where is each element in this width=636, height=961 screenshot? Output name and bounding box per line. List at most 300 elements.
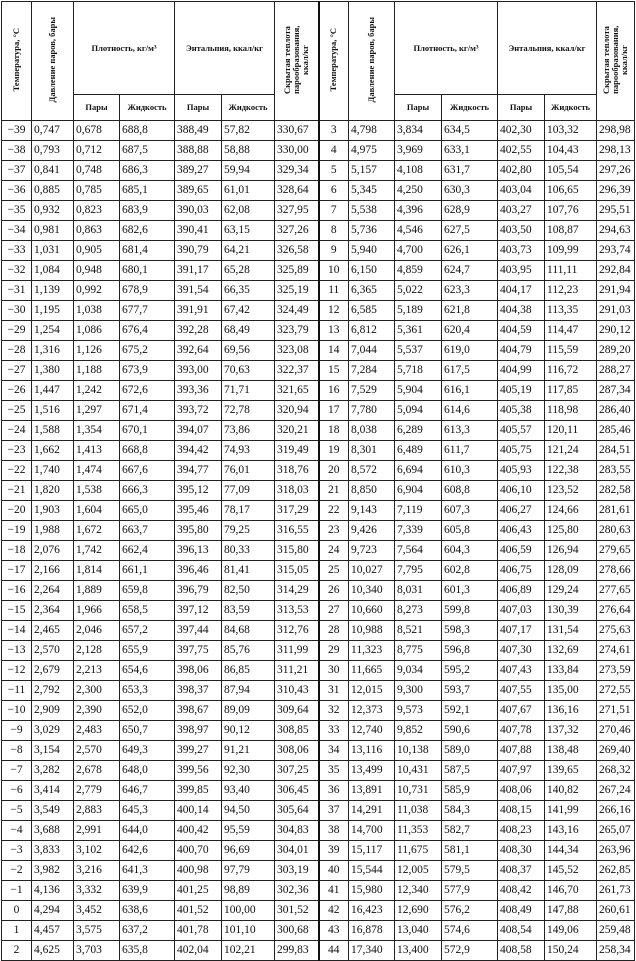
cell-enthalpy-liquid: 58,88 — [222, 141, 275, 161]
cell-temperature: 1 — [2, 921, 32, 941]
cell-density-liquid: 646,7 — [120, 781, 175, 801]
cell-density-vapor: 12,690 — [395, 901, 442, 921]
cell-enthalpy-liquid: 108,87 — [545, 221, 597, 241]
cell-enthalpy-liquid: 104,43 — [545, 141, 597, 161]
cell-density-vapor: 11,038 — [395, 801, 442, 821]
cell-density-liquid: 590,6 — [442, 721, 498, 741]
cell-latent-heat: 258,34 — [597, 941, 635, 961]
cell-latent-heat: 262,85 — [597, 861, 635, 881]
cell-latent-heat: 317,29 — [275, 501, 319, 521]
table-row — [2, 321, 635, 341]
cell-temperature: −23 — [2, 441, 32, 461]
cell-pressure: 16,423 — [349, 901, 395, 921]
cell-temperature: −18 — [2, 541, 32, 561]
cell-enthalpy-vapor: 399,85 — [175, 781, 222, 801]
cell-pressure: 2,792 — [32, 681, 74, 701]
header-temperature: Температура, °С — [2, 2, 32, 121]
cell-density-vapor: 5,022 — [395, 281, 442, 301]
cell-enthalpy-liquid: 139,65 — [545, 761, 597, 781]
cell-density-liquid: 589,0 — [442, 741, 498, 761]
cell-pressure: 7,044 — [349, 341, 395, 361]
cell-density-vapor: 1,188 — [74, 361, 120, 381]
cell-latent-heat: 330,00 — [275, 141, 319, 161]
cell-latent-heat: 274,61 — [597, 641, 635, 661]
cell-density-liquid: 676,4 — [120, 321, 175, 341]
cell-enthalpy-vapor: 390,41 — [175, 221, 222, 241]
cell-enthalpy-liquid: 79,25 — [222, 521, 275, 541]
cell-density-vapor: 0,678 — [74, 121, 120, 141]
cell-enthalpy-liquid: 100,00 — [222, 901, 275, 921]
header-density: Плотность, кг/м³ — [74, 2, 175, 95]
cell-pressure: 11,665 — [349, 661, 395, 681]
cell-enthalpy-vapor: 399,27 — [175, 741, 222, 761]
cell-pressure: 10,988 — [349, 621, 395, 641]
cell-enthalpy-liquid: 125,80 — [545, 521, 597, 541]
cell-density-liquid: 649,3 — [120, 741, 175, 761]
cell-temperature: 38 — [319, 821, 349, 841]
cell-enthalpy-vapor: 406,43 — [498, 521, 545, 541]
cell-density-liquid: 616,1 — [442, 381, 498, 401]
cell-latent-heat: 313,53 — [275, 601, 319, 621]
table-row — [2, 841, 635, 861]
table-row — [2, 421, 635, 441]
cell-density-vapor: 6,694 — [395, 461, 442, 481]
cell-enthalpy-liquid: 120,11 — [545, 421, 597, 441]
table-row — [2, 121, 635, 141]
cell-temperature: 14 — [319, 341, 349, 361]
cell-enthalpy-vapor: 396,46 — [175, 561, 222, 581]
cell-pressure: 6,585 — [349, 301, 395, 321]
table-row — [2, 821, 635, 841]
cell-temperature: −25 — [2, 401, 32, 421]
cell-enthalpy-liquid: 133,84 — [545, 661, 597, 681]
cell-pressure: 1,254 — [32, 321, 74, 341]
cell-enthalpy-liquid: 121,24 — [545, 441, 597, 461]
cell-temperature: −30 — [2, 301, 32, 321]
cell-density-liquid: 582,7 — [442, 821, 498, 841]
cell-density-vapor: 2,991 — [74, 821, 120, 841]
cell-enthalpy-liquid: 117,85 — [545, 381, 597, 401]
cell-enthalpy-liquid: 74,93 — [222, 441, 275, 461]
cell-enthalpy-vapor: 408,42 — [498, 881, 545, 901]
cell-temperature: 13 — [319, 321, 349, 341]
cell-enthalpy-liquid: 115,59 — [545, 341, 597, 361]
cell-pressure: 15,544 — [349, 861, 395, 881]
cell-temperature: 34 — [319, 741, 349, 761]
cell-pressure: 1,139 — [32, 281, 74, 301]
cell-pressure: 2,166 — [32, 561, 74, 581]
cell-pressure: 1,380 — [32, 361, 74, 381]
cell-density-vapor: 7,795 — [395, 561, 442, 581]
cell-enthalpy-vapor: 408,58 — [498, 941, 545, 961]
cell-density-liquid: 668,8 — [120, 441, 175, 461]
table-row — [2, 801, 635, 821]
cell-pressure: 2,076 — [32, 541, 74, 561]
cell-density-liquid: 593,7 — [442, 681, 498, 701]
cell-latent-heat: 295,51 — [597, 201, 635, 221]
cell-enthalpy-vapor: 395,12 — [175, 481, 222, 501]
cell-temperature: −2 — [2, 861, 32, 881]
cell-density-vapor: 4,396 — [395, 201, 442, 221]
cell-enthalpy-liquid: 128,09 — [545, 561, 597, 581]
cell-pressure: 10,027 — [349, 561, 395, 581]
cell-temperature: 4 — [319, 141, 349, 161]
cell-enthalpy-vapor: 408,15 — [498, 801, 545, 821]
cell-temperature: 17 — [319, 401, 349, 421]
cell-enthalpy-vapor: 400,14 — [175, 801, 222, 821]
table-row — [2, 521, 635, 541]
cell-enthalpy-vapor: 399,56 — [175, 761, 222, 781]
cell-latent-heat: 324,49 — [275, 301, 319, 321]
cell-enthalpy-vapor: 391,91 — [175, 301, 222, 321]
cell-density-liquid: 587,5 — [442, 761, 498, 781]
cell-density-vapor: 1,242 — [74, 381, 120, 401]
cell-density-vapor: 1,966 — [74, 601, 120, 621]
cell-enthalpy-vapor: 398,97 — [175, 721, 222, 741]
cell-enthalpy-liquid: 102,21 — [222, 941, 275, 961]
cell-pressure: 9,723 — [349, 541, 395, 561]
cell-enthalpy-vapor: 407,43 — [498, 661, 545, 681]
cell-density-liquid: 596,8 — [442, 641, 498, 661]
cell-latent-heat: 268,32 — [597, 761, 635, 781]
cell-temperature: −8 — [2, 741, 32, 761]
cell-density-vapor: 2,779 — [74, 781, 120, 801]
table-row — [2, 741, 635, 761]
cell-density-liquid: 613,3 — [442, 421, 498, 441]
cell-density-liquid: 682,6 — [120, 221, 175, 241]
cell-latent-heat: 267,24 — [597, 781, 635, 801]
cell-density-liquid: 648,0 — [120, 761, 175, 781]
cell-temperature: −28 — [2, 341, 32, 361]
cell-density-vapor: 7,564 — [395, 541, 442, 561]
subheader-enthalpy-liquid: Жидкость — [545, 95, 597, 121]
cell-temperature: −26 — [2, 381, 32, 401]
cell-density-liquid: 638,6 — [120, 901, 175, 921]
cell-temperature: −11 — [2, 681, 32, 701]
cell-pressure: 8,038 — [349, 421, 395, 441]
cell-enthalpy-vapor: 402,55 — [498, 141, 545, 161]
cell-density-vapor: 4,108 — [395, 161, 442, 181]
cell-pressure: 0,841 — [32, 161, 74, 181]
table-row — [2, 761, 635, 781]
cell-temperature: −9 — [2, 721, 32, 741]
table-row — [2, 221, 635, 241]
cell-enthalpy-vapor: 407,78 — [498, 721, 545, 741]
table-row — [2, 441, 635, 461]
cell-density-liquid: 635,8 — [120, 941, 175, 961]
cell-density-liquid: 658,5 — [120, 601, 175, 621]
cell-enthalpy-liquid: 138,48 — [545, 741, 597, 761]
cell-enthalpy-vapor: 404,59 — [498, 321, 545, 341]
cell-latent-heat: 323,08 — [275, 341, 319, 361]
cell-density-liquid: 662,4 — [120, 541, 175, 561]
cell-latent-heat: 312,76 — [275, 621, 319, 641]
cell-density-vapor: 9,852 — [395, 721, 442, 741]
cell-enthalpy-vapor: 402,80 — [498, 161, 545, 181]
cell-pressure: 6,365 — [349, 281, 395, 301]
cell-temperature: −12 — [2, 661, 32, 681]
cell-temperature: −36 — [2, 181, 32, 201]
cell-density-vapor: 6,904 — [395, 481, 442, 501]
cell-enthalpy-vapor: 403,04 — [498, 181, 545, 201]
cell-temperature: 28 — [319, 621, 349, 641]
cell-enthalpy-liquid: 106,65 — [545, 181, 597, 201]
cell-density-vapor: 8,031 — [395, 581, 442, 601]
cell-density-liquid: 605,8 — [442, 521, 498, 541]
cell-enthalpy-liquid: 144,34 — [545, 841, 597, 861]
cell-density-liquid: 620,4 — [442, 321, 498, 341]
cell-density-vapor: 4,859 — [395, 261, 442, 281]
cell-density-vapor: 3,703 — [74, 941, 120, 961]
cell-density-liquid: 683,9 — [120, 201, 175, 221]
cell-latent-heat: 325,19 — [275, 281, 319, 301]
cell-latent-heat: 297,26 — [597, 161, 635, 181]
cell-enthalpy-liquid: 90,12 — [222, 721, 275, 741]
cell-latent-heat: 306,45 — [275, 781, 319, 801]
cell-temperature: 0 — [2, 901, 32, 921]
cell-temperature: −29 — [2, 321, 32, 341]
cell-temperature: 24 — [319, 541, 349, 561]
cell-pressure: 7,529 — [349, 381, 395, 401]
cell-enthalpy-liquid: 141,99 — [545, 801, 597, 821]
cell-enthalpy-vapor: 405,38 — [498, 401, 545, 421]
cell-pressure: 1,988 — [32, 521, 74, 541]
cell-density-vapor: 2,128 — [74, 641, 120, 661]
cell-density-vapor: 1,413 — [74, 441, 120, 461]
cell-temperature: 29 — [319, 641, 349, 661]
table-row — [2, 901, 635, 921]
cell-temperature: 16 — [319, 381, 349, 401]
cell-density-liquid: 650,7 — [120, 721, 175, 741]
cell-temperature: −19 — [2, 521, 32, 541]
cell-latent-heat: 315,05 — [275, 561, 319, 581]
cell-temperature: −6 — [2, 781, 32, 801]
cell-density-vapor: 8,775 — [395, 641, 442, 661]
cell-enthalpy-vapor: 388,49 — [175, 121, 222, 141]
cell-enthalpy-vapor: 400,42 — [175, 821, 222, 841]
cell-density-vapor: 0,785 — [74, 181, 120, 201]
table-row — [2, 701, 635, 721]
cell-enthalpy-vapor: 408,30 — [498, 841, 545, 861]
cell-density-vapor: 13,040 — [395, 921, 442, 941]
cell-density-vapor: 6,289 — [395, 421, 442, 441]
cell-density-vapor: 2,213 — [74, 661, 120, 681]
cell-temperature: 5 — [319, 161, 349, 181]
cell-latent-heat: 314,29 — [275, 581, 319, 601]
table-row — [2, 881, 635, 901]
cell-enthalpy-liquid: 111,11 — [545, 261, 597, 281]
cell-enthalpy-liquid: 146,70 — [545, 881, 597, 901]
cell-pressure: 10,340 — [349, 581, 395, 601]
cell-density-liquid: 592,1 — [442, 701, 498, 721]
cell-pressure: 3,982 — [32, 861, 74, 881]
header-enthalpy: Энтальпия, ккал/кг — [175, 2, 275, 95]
cell-pressure: 0,747 — [32, 121, 74, 141]
cell-latent-heat: 294,63 — [597, 221, 635, 241]
cell-enthalpy-vapor: 408,49 — [498, 901, 545, 921]
cell-temperature: 20 — [319, 461, 349, 481]
cell-density-liquid: 673,9 — [120, 361, 175, 381]
cell-latent-heat: 286,40 — [597, 401, 635, 421]
cell-temperature: −1 — [2, 881, 32, 901]
cell-density-vapor: 1,672 — [74, 521, 120, 541]
cell-enthalpy-vapor: 401,25 — [175, 881, 222, 901]
cell-latent-heat: 283,55 — [597, 461, 635, 481]
cell-enthalpy-liquid: 123,52 — [545, 481, 597, 501]
cell-density-liquid: 663,7 — [120, 521, 175, 541]
cell-pressure: 4,457 — [32, 921, 74, 941]
cell-density-liquid: 601,3 — [442, 581, 498, 601]
cell-density-vapor: 2,046 — [74, 621, 120, 641]
cell-enthalpy-vapor: 406,27 — [498, 501, 545, 521]
cell-temperature: −37 — [2, 161, 32, 181]
cell-temperature: 41 — [319, 881, 349, 901]
cell-latent-heat: 287,34 — [597, 381, 635, 401]
cell-density-liquid: 579,5 — [442, 861, 498, 881]
subheader-density-liquid: Жидкость — [120, 95, 175, 121]
cell-temperature: 23 — [319, 521, 349, 541]
cell-enthalpy-vapor: 400,70 — [175, 841, 222, 861]
cell-latent-heat: 290,12 — [597, 321, 635, 341]
cell-density-vapor: 0,823 — [74, 201, 120, 221]
cell-enthalpy-liquid: 93,40 — [222, 781, 275, 801]
cell-density-liquid: 585,9 — [442, 781, 498, 801]
cell-pressure: 0,885 — [32, 181, 74, 201]
cell-enthalpy-liquid: 61,01 — [222, 181, 275, 201]
cell-density-liquid: 644,0 — [120, 821, 175, 841]
cell-pressure: 3,282 — [32, 761, 74, 781]
cell-density-liquid: 631,7 — [442, 161, 498, 181]
table-row — [2, 301, 635, 321]
cell-temperature: 27 — [319, 601, 349, 621]
cell-pressure: 10,660 — [349, 601, 395, 621]
cell-enthalpy-liquid: 87,94 — [222, 681, 275, 701]
cell-enthalpy-vapor: 394,07 — [175, 421, 222, 441]
cell-enthalpy-liquid: 63,15 — [222, 221, 275, 241]
cell-enthalpy-liquid: 129,24 — [545, 581, 597, 601]
cell-enthalpy-liquid: 126,94 — [545, 541, 597, 561]
cell-enthalpy-vapor: 389,27 — [175, 161, 222, 181]
cell-pressure: 2,909 — [32, 701, 74, 721]
cell-enthalpy-liquid: 131,54 — [545, 621, 597, 641]
cell-density-liquid: 665,0 — [120, 501, 175, 521]
cell-temperature: −38 — [2, 141, 32, 161]
cell-enthalpy-vapor: 401,52 — [175, 901, 222, 921]
cell-enthalpy-liquid: 80,33 — [222, 541, 275, 561]
cell-enthalpy-vapor: 405,93 — [498, 461, 545, 481]
cell-enthalpy-liquid: 68,49 — [222, 321, 275, 341]
cell-enthalpy-vapor: 402,04 — [175, 941, 222, 961]
cell-temperature: 36 — [319, 781, 349, 801]
cell-latent-heat: 330,67 — [275, 121, 319, 141]
cell-enthalpy-vapor: 407,17 — [498, 621, 545, 641]
cell-pressure: 2,465 — [32, 621, 74, 641]
cell-density-vapor: 6,489 — [395, 441, 442, 461]
cell-density-vapor: 1,604 — [74, 501, 120, 521]
cell-pressure: 11,323 — [349, 641, 395, 661]
cell-density-vapor: 2,570 — [74, 741, 120, 761]
cell-latent-heat: 266,16 — [597, 801, 635, 821]
cell-enthalpy-liquid: 72,78 — [222, 401, 275, 421]
cell-latent-heat: 293,74 — [597, 241, 635, 261]
cell-enthalpy-vapor: 403,95 — [498, 261, 545, 281]
cell-latent-heat: 259,48 — [597, 921, 635, 941]
cell-density-vapor: 1,126 — [74, 341, 120, 361]
cell-pressure: 1,084 — [32, 261, 74, 281]
cell-pressure: 2,570 — [32, 641, 74, 661]
cell-pressure: 4,625 — [32, 941, 74, 961]
cell-latent-heat: 303,19 — [275, 861, 319, 881]
cell-latent-heat: 302,36 — [275, 881, 319, 901]
cell-pressure: 6,812 — [349, 321, 395, 341]
cell-latent-heat: 318,03 — [275, 481, 319, 501]
cell-latent-heat: 280,63 — [597, 521, 635, 541]
cell-latent-heat: 260,61 — [597, 901, 635, 921]
cell-temperature: 26 — [319, 581, 349, 601]
cell-temperature: −34 — [2, 221, 32, 241]
cell-latent-heat: 291,94 — [597, 281, 635, 301]
cell-enthalpy-liquid: 132,69 — [545, 641, 597, 661]
cell-density-vapor: 3,834 — [395, 121, 442, 141]
cell-latent-heat: 311,21 — [275, 661, 319, 681]
cell-latent-heat: 309,64 — [275, 701, 319, 721]
cell-enthalpy-vapor: 398,67 — [175, 701, 222, 721]
cell-pressure: 6,150 — [349, 261, 395, 281]
cell-latent-heat: 320,94 — [275, 401, 319, 421]
cell-enthalpy-vapor: 400,98 — [175, 861, 222, 881]
cell-density-vapor: 1,814 — [74, 561, 120, 581]
cell-density-liquid: 595,2 — [442, 661, 498, 681]
cell-enthalpy-vapor: 403,50 — [498, 221, 545, 241]
cell-density-vapor: 3,969 — [395, 141, 442, 161]
cell-latent-heat: 296,39 — [597, 181, 635, 201]
cell-density-liquid: 671,4 — [120, 401, 175, 421]
cell-density-liquid: 611,7 — [442, 441, 498, 461]
cell-temperature: −14 — [2, 621, 32, 641]
cell-density-vapor: 0,712 — [74, 141, 120, 161]
cell-temperature: −10 — [2, 701, 32, 721]
cell-density-liquid: 686,3 — [120, 161, 175, 181]
subheader-enthalpy-vapor: Пары — [175, 95, 222, 121]
cell-density-liquid: 610,3 — [442, 461, 498, 481]
cell-density-vapor: 11,353 — [395, 821, 442, 841]
cell-temperature: 43 — [319, 921, 349, 941]
cell-density-liquid: 584,3 — [442, 801, 498, 821]
cell-latent-heat: 284,51 — [597, 441, 635, 461]
cell-density-vapor: 4,250 — [395, 181, 442, 201]
cell-enthalpy-liquid: 113,35 — [545, 301, 597, 321]
subheader-density-liquid: Жидкость — [442, 95, 498, 121]
cell-enthalpy-vapor: 407,97 — [498, 761, 545, 781]
table-row — [2, 721, 635, 741]
cell-latent-heat: 289,20 — [597, 341, 635, 361]
cell-pressure: 5,538 — [349, 201, 395, 221]
cell-pressure: 1,447 — [32, 381, 74, 401]
cell-enthalpy-liquid: 91,21 — [222, 741, 275, 761]
cell-density-vapor: 5,094 — [395, 401, 442, 421]
cell-temperature: −17 — [2, 561, 32, 581]
cell-enthalpy-liquid: 85,76 — [222, 641, 275, 661]
cell-density-vapor: 12,005 — [395, 861, 442, 881]
cell-latent-heat: 276,64 — [597, 601, 635, 621]
table-row — [2, 581, 635, 601]
table-row — [2, 661, 635, 681]
table-row — [2, 241, 635, 261]
table-row — [2, 181, 635, 201]
table-row — [2, 681, 635, 701]
cell-enthalpy-liquid: 136,16 — [545, 701, 597, 721]
cell-pressure: 5,940 — [349, 241, 395, 261]
